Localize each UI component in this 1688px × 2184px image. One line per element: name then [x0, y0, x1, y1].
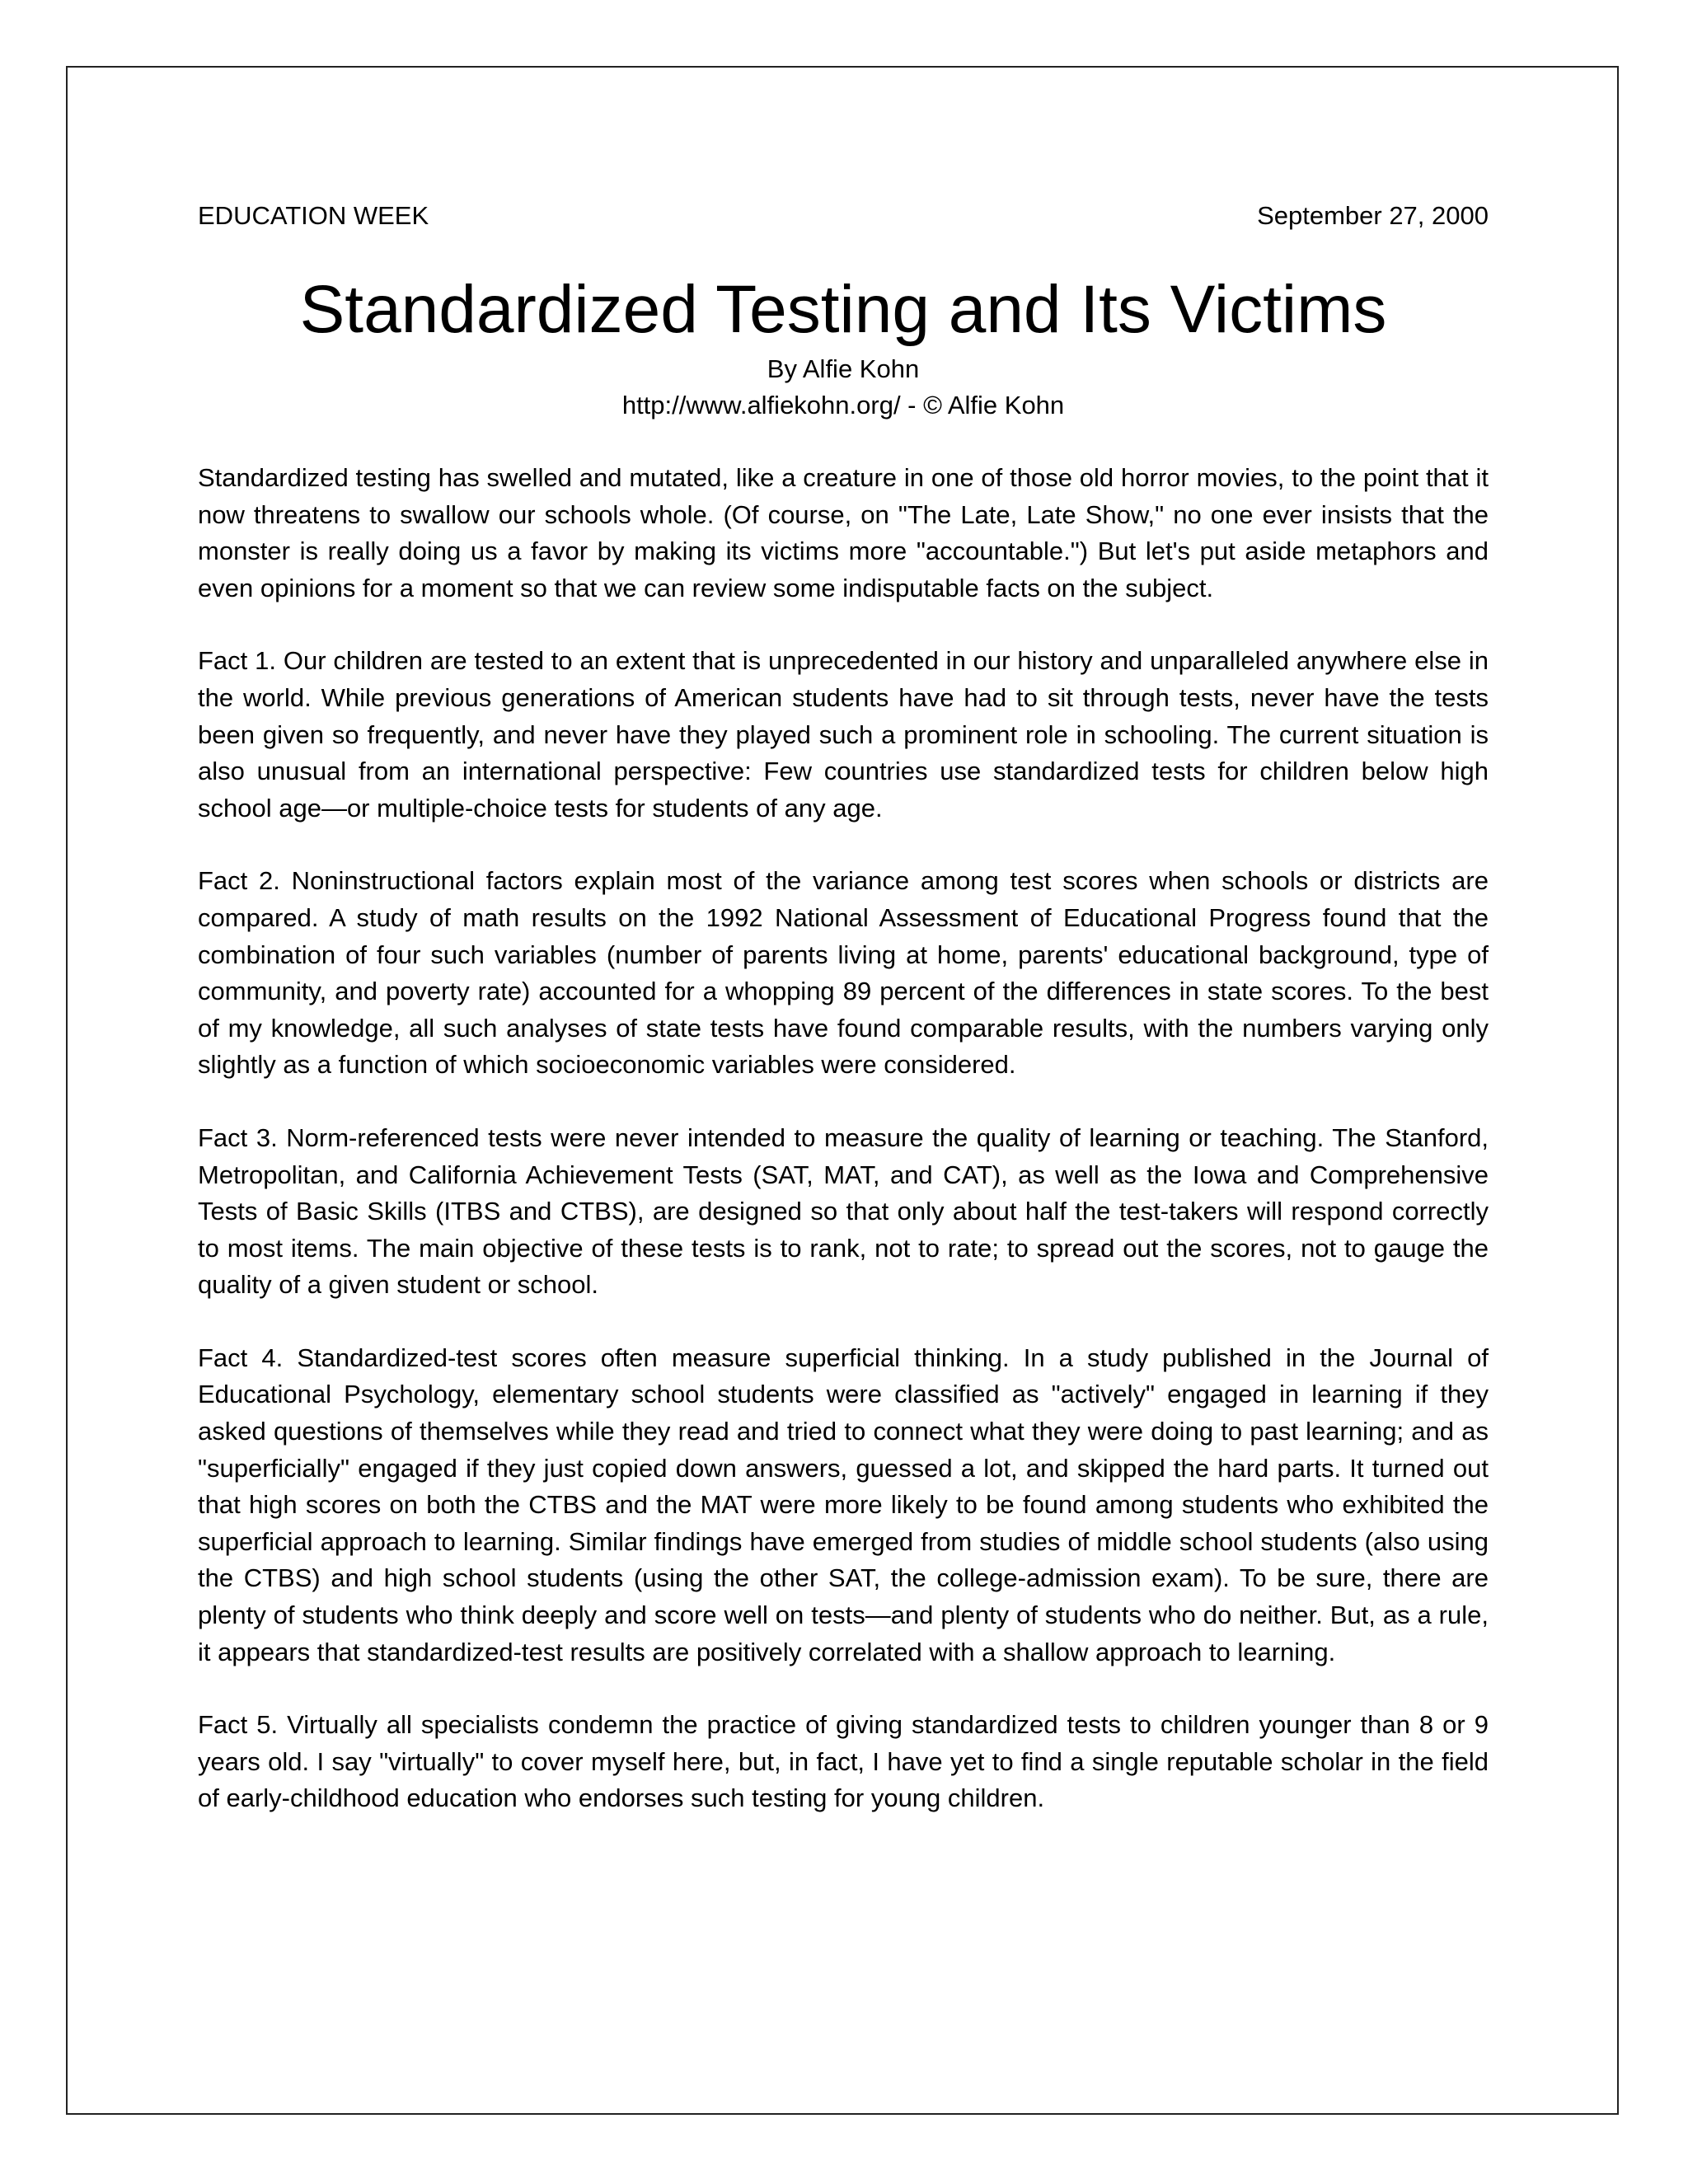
article-source: http://www.alfiekohn.org/ - © Alfie Kohn — [621, 391, 1065, 419]
paragraph-fact-5: Fact 5. Virtually all specialists condemn the practice of giving standardized tests to children younger than 8 or 9 years old. I say "virtually" to cover myself here, but, in fact, I have yet to find a single reputable scholar in the field of early-childhood education who endorses such testing for young children. — [198, 1710, 1489, 1813]
paragraph-fact-3: Fact 3. Norm-referenced tests were never intended to measure the quality of learning or teaching. The Stanford, Metropolitan, and California Achievement Tests (SAT, MAT, and CAT), as well as the Iowa and Comprehensive Tests of Basic Skills (ITBS and CTBS), are designed so that only about half the test-takers will respond correctly to most items. The main objective of these tests is to rank, not to rate; to spread out the scores, not to gauge the quality of a given student or school. — [198, 1122, 1489, 1300]
article-byline: By Alfie Kohn — [767, 354, 920, 383]
paragraph-fact-2: Fact 2. Noninstructional factors explain most of the variance among test scores when schools or districts are compared. A study of math results on the 1992 National Assessment of Educational Progress found that the combination of four such variables (number of parents living at home, parents' educational background, type of community, and poverty rate) accounted for a whopping 89 percent of the differences in state scores. To the best of my knowledge, all such analyses of state tests have found comparable results, with the numbers varying only slightly as a function of which socioeconomic variables were considered. — [198, 866, 1489, 1080]
publication-name: EDUCATION WEEK — [198, 201, 429, 230]
article-body — [198, 460, 1489, 1817]
article-title: Standardized Testing and Its Victims — [299, 272, 1387, 347]
paragraph-fact-4: Fact 4. Standardized-test scores often measure superficial thinking. In a study published in the Journal of Educational Psychology, elementary school students were classified as "actively" engaged in learning if they asked questions of themselves while they read and tried to connect what they were doing to past learning; and as "superficially" engaged if they just copied down answers, guessed a lot, and skipped the hard parts. It turned out that high scores on both the CTBS and the MAT were more likely to be found among students who exhibited the superficial approach to learning. Similar findings have emerged from studies of middle school students (also using the CTBS) and high school students (using the other SAT, the college-admission exam). To be sure, there are plenty of students who think deeply and score well on tests—and plenty of students who do neither. But, as a rule, it appears that standardized-test results are positively correlated with a shallow approach to learning. — [198, 1343, 1489, 1666]
page-header — [198, 198, 1489, 234]
publication-date: September 27, 2000 — [1257, 201, 1489, 230]
document-content — [198, 198, 1489, 1817]
paragraph-intro: Standardized testing has swelled and mutated, like a creature in one of those old horror movies, to the point that it now threatens to swallow our schools whole. (Of course, on "The Late, Late Show," no one ever insists that the monster is really doing us a favor by making its victims more "accountable.") But let's put aside metaphors and even opinions for a moment so that we can review some indisputable facts on the subject. — [198, 463, 1489, 602]
paragraph-fact-1: Fact 1. Our children are tested to an extent that is unprecedented in our history and unparalleled anywhere else in the world. While previous generations of American students have had to sit through tests, never have the tests been given so frequently, and never have they played such a prominent role in schooling. The current situation is also unusual from an international perspective: Few countries use standardized tests for children below high school age—or multiple-choice tests for students of any age. — [198, 646, 1489, 823]
